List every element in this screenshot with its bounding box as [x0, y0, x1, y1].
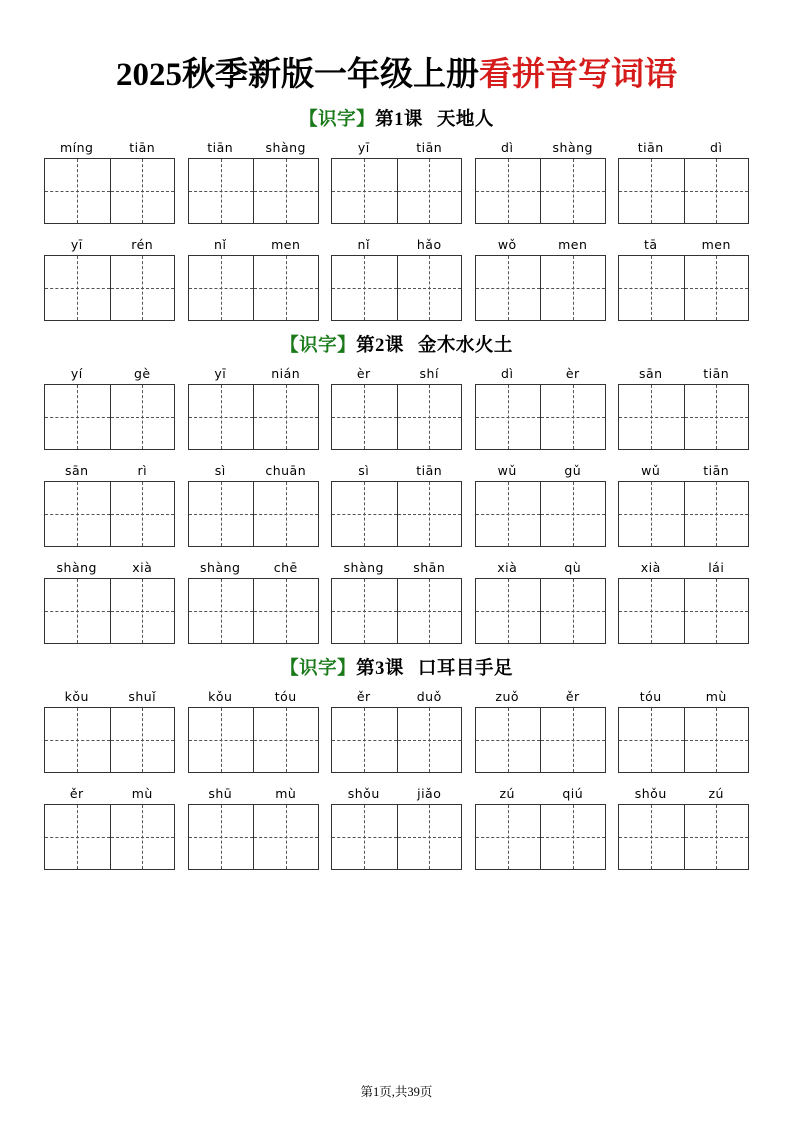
word-item	[475, 557, 606, 644]
word-item	[618, 783, 749, 870]
writing-cell[interactable]	[332, 385, 397, 449]
pinyin-syllable: shū	[208, 786, 233, 801]
writing-grid[interactable]	[618, 481, 749, 547]
pinyin-line	[44, 783, 175, 801]
pinyin-syllable: wǔ	[497, 463, 517, 478]
pinyin-syllable: mù	[131, 786, 153, 801]
word-item	[188, 137, 319, 224]
writing-grid[interactable]	[188, 707, 319, 773]
pinyin-syllable: rì	[137, 463, 148, 478]
writing-grid[interactable]	[188, 804, 319, 870]
pinyin-line	[44, 557, 175, 575]
pinyin-line	[331, 557, 462, 575]
lesson-number: 第2课	[356, 336, 404, 356]
pinyin-line	[331, 363, 462, 381]
writing-cell[interactable]	[540, 482, 605, 546]
word-item	[44, 460, 175, 547]
writing-grid[interactable]	[475, 481, 606, 547]
word-row	[40, 783, 753, 870]
pinyin-line	[475, 460, 606, 478]
writing-grid[interactable]	[618, 578, 749, 644]
writing-cell[interactable]	[253, 159, 318, 223]
pinyin-syllable: qù	[564, 560, 582, 575]
pinyin-line	[618, 137, 749, 155]
pinyin-syllable: dì	[710, 140, 723, 155]
writing-cell[interactable]	[189, 385, 254, 449]
pinyin-syllable: lái	[708, 560, 725, 575]
writing-cell[interactable]	[684, 482, 749, 546]
writing-cell[interactable]	[684, 256, 749, 320]
writing-cell[interactable]	[110, 708, 175, 772]
writing-cell[interactable]	[619, 805, 684, 869]
writing-cell[interactable]	[253, 579, 318, 643]
writing-cell[interactable]	[45, 805, 110, 869]
word-item	[475, 686, 606, 773]
word-row	[40, 686, 753, 773]
writing-grid[interactable]	[475, 158, 606, 224]
writing-grid[interactable]	[618, 158, 749, 224]
pinyin-line	[331, 137, 462, 155]
word-item	[44, 234, 175, 321]
word-item	[331, 460, 462, 547]
writing-cell[interactable]	[189, 159, 254, 223]
writing-cell[interactable]	[540, 385, 605, 449]
writing-cell[interactable]	[332, 579, 397, 643]
writing-grid[interactable]	[188, 158, 319, 224]
pinyin-line	[475, 686, 606, 704]
writing-cell[interactable]	[397, 805, 462, 869]
page-title-black: 2025秋季新版一年级上册	[116, 57, 479, 93]
pinyin-syllable: hǎo	[416, 237, 442, 252]
writing-cell[interactable]	[476, 256, 541, 320]
writing-cell[interactable]	[397, 256, 462, 320]
writing-grid[interactable]	[331, 158, 462, 224]
pinyin-syllable: yī	[357, 140, 370, 155]
writing-cell[interactable]	[110, 805, 175, 869]
pinyin-line	[618, 557, 749, 575]
writing-grid[interactable]	[331, 804, 462, 870]
pinyin-line	[44, 137, 175, 155]
pinyin-syllable: chē	[273, 560, 298, 575]
writing-cell[interactable]	[397, 708, 462, 772]
word-item	[331, 557, 462, 644]
pinyin-syllable: qiú	[562, 786, 584, 801]
pinyin-line	[188, 783, 319, 801]
pinyin-syllable: èr	[565, 366, 580, 381]
writing-grid[interactable]	[331, 481, 462, 547]
writing-cell[interactable]	[253, 805, 318, 869]
pinyin-syllable: xià	[640, 560, 661, 575]
writing-cell[interactable]	[110, 385, 175, 449]
writing-cell[interactable]	[110, 579, 175, 643]
word-row	[40, 363, 753, 450]
pinyin-line	[618, 460, 749, 478]
writing-grid[interactable]	[188, 481, 319, 547]
writing-cell[interactable]	[476, 805, 541, 869]
pinyin-syllable: wǒ	[497, 237, 517, 252]
pinyin-syllable: tiān	[416, 463, 443, 478]
word-item	[188, 234, 319, 321]
pinyin-syllable: tiān	[637, 140, 664, 155]
pinyin-syllable: dì	[501, 366, 514, 381]
pinyin-syllable: nǐ	[214, 237, 227, 252]
writing-grid[interactable]	[44, 578, 175, 644]
writing-cell[interactable]	[684, 385, 749, 449]
writing-grid[interactable]	[44, 804, 175, 870]
pinyin-line	[188, 460, 319, 478]
lesson-name: 天地人	[436, 110, 494, 130]
pinyin-line	[618, 686, 749, 704]
pinyin-syllable: tiān	[129, 140, 156, 155]
word-item	[331, 234, 462, 321]
pinyin-syllable: jiǎo	[417, 786, 442, 801]
writing-grid[interactable]	[331, 707, 462, 773]
pinyin-syllable: yī	[214, 366, 227, 381]
word-item	[618, 137, 749, 224]
word-item	[475, 783, 606, 870]
pinyin-syllable: sān	[638, 366, 663, 381]
word-item	[475, 460, 606, 547]
lesson-name: 金木水火土	[417, 336, 513, 356]
pinyin-syllable: tiān	[416, 140, 443, 155]
pinyin-syllable: èr	[356, 366, 371, 381]
writing-cell[interactable]	[619, 385, 684, 449]
writing-grid[interactable]	[475, 578, 606, 644]
writing-grid[interactable]	[618, 255, 749, 321]
writing-cell[interactable]	[45, 385, 110, 449]
writing-cell[interactable]	[619, 579, 684, 643]
pinyin-line	[475, 234, 606, 252]
writing-cell[interactable]	[540, 805, 605, 869]
writing-cell[interactable]	[332, 482, 397, 546]
pinyin-syllable: sān	[64, 463, 89, 478]
writing-cell[interactable]	[253, 708, 318, 772]
word-row	[40, 234, 753, 321]
word-item	[475, 137, 606, 224]
pinyin-syllable: men	[558, 237, 588, 252]
writing-cell[interactable]	[332, 159, 397, 223]
word-item	[188, 363, 319, 450]
pinyin-syllable: men	[271, 237, 301, 252]
writing-grid[interactable]	[618, 384, 749, 450]
pinyin-syllable: tiān	[703, 463, 730, 478]
writing-cell[interactable]	[189, 708, 254, 772]
lesson-heading	[40, 331, 753, 357]
word-item	[618, 686, 749, 773]
word-item	[475, 363, 606, 450]
pinyin-syllable: zú	[708, 786, 724, 801]
writing-grid[interactable]	[44, 255, 175, 321]
writing-grid[interactable]	[44, 384, 175, 450]
writing-cell[interactable]	[684, 159, 749, 223]
writing-cell[interactable]	[476, 159, 541, 223]
word-item	[188, 460, 319, 547]
pinyin-syllable: tiān	[207, 140, 234, 155]
pinyin-line	[475, 363, 606, 381]
writing-cell[interactable]	[476, 579, 541, 643]
writing-grid[interactable]	[475, 707, 606, 773]
writing-cell[interactable]	[476, 385, 541, 449]
page-title	[40, 48, 753, 95]
pinyin-syllable: sì	[358, 463, 370, 478]
pinyin-line	[188, 363, 319, 381]
writing-cell[interactable]	[397, 579, 462, 643]
writing-cell[interactable]	[45, 708, 110, 772]
writing-cell[interactable]	[189, 256, 254, 320]
pinyin-syllable: chuān	[265, 463, 307, 478]
writing-cell[interactable]	[253, 482, 318, 546]
pinyin-syllable: shān	[413, 560, 446, 575]
writing-cell[interactable]	[110, 482, 175, 546]
pinyin-syllable: xià	[132, 560, 153, 575]
pinyin-syllable: shǒu	[634, 786, 667, 801]
writing-grid[interactable]	[331, 255, 462, 321]
writing-cell[interactable]	[110, 159, 175, 223]
word-item	[44, 557, 175, 644]
writing-grid[interactable]	[331, 578, 462, 644]
page-footer: 第1页,共39页	[360, 1085, 433, 1099]
word-item	[188, 686, 319, 773]
writing-cell[interactable]	[397, 385, 462, 449]
writing-cell[interactable]	[476, 482, 541, 546]
word-item	[44, 137, 175, 224]
writing-cell[interactable]	[45, 159, 110, 223]
word-item	[331, 137, 462, 224]
lesson-sections	[40, 105, 753, 870]
writing-grid[interactable]	[475, 804, 606, 870]
pinyin-syllable: tā	[643, 237, 658, 252]
pinyin-syllable: shàng	[56, 560, 97, 575]
lesson-tag: 【识字】	[299, 110, 376, 130]
word-item	[618, 363, 749, 450]
page-title-red: 看拼音写词语	[479, 57, 677, 93]
writing-cell[interactable]	[684, 805, 749, 869]
lesson-section	[40, 105, 753, 321]
lesson-section	[40, 331, 753, 644]
pinyin-line	[475, 783, 606, 801]
writing-cell[interactable]	[189, 482, 254, 546]
pinyin-syllable: gǔ	[564, 463, 582, 478]
pinyin-syllable: míng	[59, 140, 94, 155]
writing-grid[interactable]	[44, 158, 175, 224]
pinyin-syllable: zuǒ	[495, 689, 520, 704]
pinyin-syllable: yī	[70, 237, 83, 252]
word-item	[44, 363, 175, 450]
pinyin-syllable: sì	[214, 463, 226, 478]
pinyin-syllable: nián	[271, 366, 301, 381]
lesson-name: 口耳目手足	[417, 659, 513, 679]
writing-cell[interactable]	[397, 159, 462, 223]
word-item	[618, 234, 749, 321]
pinyin-syllable: kǒu	[208, 689, 233, 704]
pinyin-syllable: tóu	[274, 689, 297, 704]
writing-cell[interactable]	[45, 256, 110, 320]
lesson-heading	[40, 105, 753, 131]
writing-grid[interactable]	[331, 384, 462, 450]
word-item	[331, 686, 462, 773]
writing-cell[interactable]	[619, 708, 684, 772]
pinyin-line	[475, 137, 606, 155]
writing-cell[interactable]	[540, 159, 605, 223]
pinyin-line	[331, 460, 462, 478]
writing-cell[interactable]	[253, 385, 318, 449]
pinyin-line	[331, 234, 462, 252]
writing-cell[interactable]	[189, 579, 254, 643]
word-item	[618, 460, 749, 547]
word-item	[188, 557, 319, 644]
pinyin-line	[188, 557, 319, 575]
word-item	[618, 557, 749, 644]
writing-cell[interactable]	[540, 708, 605, 772]
pinyin-line	[331, 783, 462, 801]
writing-cell[interactable]	[684, 579, 749, 643]
pinyin-syllable: ěr	[356, 689, 371, 704]
pinyin-line	[618, 363, 749, 381]
word-item	[475, 234, 606, 321]
pinyin-line	[44, 460, 175, 478]
lesson-heading	[40, 654, 753, 680]
pinyin-syllable: tiān	[703, 366, 730, 381]
writing-grid[interactable]	[618, 707, 749, 773]
writing-cell[interactable]	[684, 708, 749, 772]
pinyin-line	[188, 234, 319, 252]
word-row	[40, 460, 753, 547]
writing-cell[interactable]	[619, 256, 684, 320]
writing-cell[interactable]	[332, 805, 397, 869]
pinyin-syllable: ěr	[69, 786, 84, 801]
word-item	[188, 783, 319, 870]
pinyin-line	[188, 686, 319, 704]
pinyin-line	[331, 686, 462, 704]
lesson-number: 第3课	[356, 659, 404, 679]
pinyin-line	[188, 137, 319, 155]
writing-grid[interactable]	[44, 707, 175, 773]
writing-cell[interactable]	[189, 805, 254, 869]
pinyin-line	[618, 783, 749, 801]
word-row	[40, 557, 753, 644]
pinyin-line	[44, 363, 175, 381]
writing-grid[interactable]	[188, 255, 319, 321]
pinyin-syllable: men	[701, 237, 731, 252]
lesson-tag: 【识字】	[280, 659, 357, 679]
word-item	[331, 783, 462, 870]
pinyin-syllable: tóu	[639, 689, 662, 704]
writing-grid[interactable]	[44, 481, 175, 547]
pinyin-line	[44, 686, 175, 704]
word-row	[40, 137, 753, 224]
pinyin-syllable: zú	[499, 786, 515, 801]
writing-cell[interactable]	[45, 579, 110, 643]
pinyin-syllable: wǔ	[641, 463, 661, 478]
pinyin-syllable: shàng	[552, 140, 593, 155]
writing-grid[interactable]	[475, 255, 606, 321]
pinyin-line	[44, 234, 175, 252]
pinyin-syllable: kǒu	[64, 689, 89, 704]
writing-grid[interactable]	[188, 578, 319, 644]
writing-grid[interactable]	[618, 804, 749, 870]
writing-cell[interactable]	[397, 482, 462, 546]
pinyin-syllable: rén	[131, 237, 154, 252]
lesson-tag: 【识字】	[280, 336, 357, 356]
pinyin-syllable: gè	[133, 366, 151, 381]
writing-cell[interactable]	[619, 482, 684, 546]
pinyin-syllable: shàng	[265, 140, 306, 155]
pinyin-syllable: shí	[419, 366, 439, 381]
writing-cell[interactable]	[45, 482, 110, 546]
writing-cell[interactable]	[332, 256, 397, 320]
pinyin-syllable: shàng	[200, 560, 241, 575]
writing-cell[interactable]	[476, 708, 541, 772]
pinyin-syllable: duǒ	[416, 689, 442, 704]
pinyin-syllable: shuǐ	[128, 689, 157, 704]
pinyin-line	[618, 234, 749, 252]
pinyin-syllable: mù	[705, 689, 727, 704]
lesson-number: 第1课	[375, 110, 423, 130]
writing-cell[interactable]	[540, 579, 605, 643]
writing-cell[interactable]	[253, 256, 318, 320]
pinyin-syllable: nǐ	[357, 237, 370, 252]
pinyin-syllable: shàng	[343, 560, 384, 575]
pinyin-syllable: yí	[70, 366, 83, 381]
writing-cell[interactable]	[332, 708, 397, 772]
pinyin-syllable: ěr	[565, 689, 580, 704]
pinyin-syllable: xià	[497, 560, 518, 575]
writing-grid[interactable]	[188, 384, 319, 450]
pinyin-syllable: shǒu	[347, 786, 380, 801]
writing-grid[interactable]	[475, 384, 606, 450]
writing-cell[interactable]	[110, 256, 175, 320]
pinyin-syllable: mù	[275, 786, 297, 801]
pinyin-syllable: dì	[501, 140, 514, 155]
writing-cell[interactable]	[619, 159, 684, 223]
word-item	[44, 783, 175, 870]
word-item	[44, 686, 175, 773]
pinyin-line	[475, 557, 606, 575]
writing-cell[interactable]	[540, 256, 605, 320]
lesson-section	[40, 654, 753, 870]
word-item	[331, 363, 462, 450]
